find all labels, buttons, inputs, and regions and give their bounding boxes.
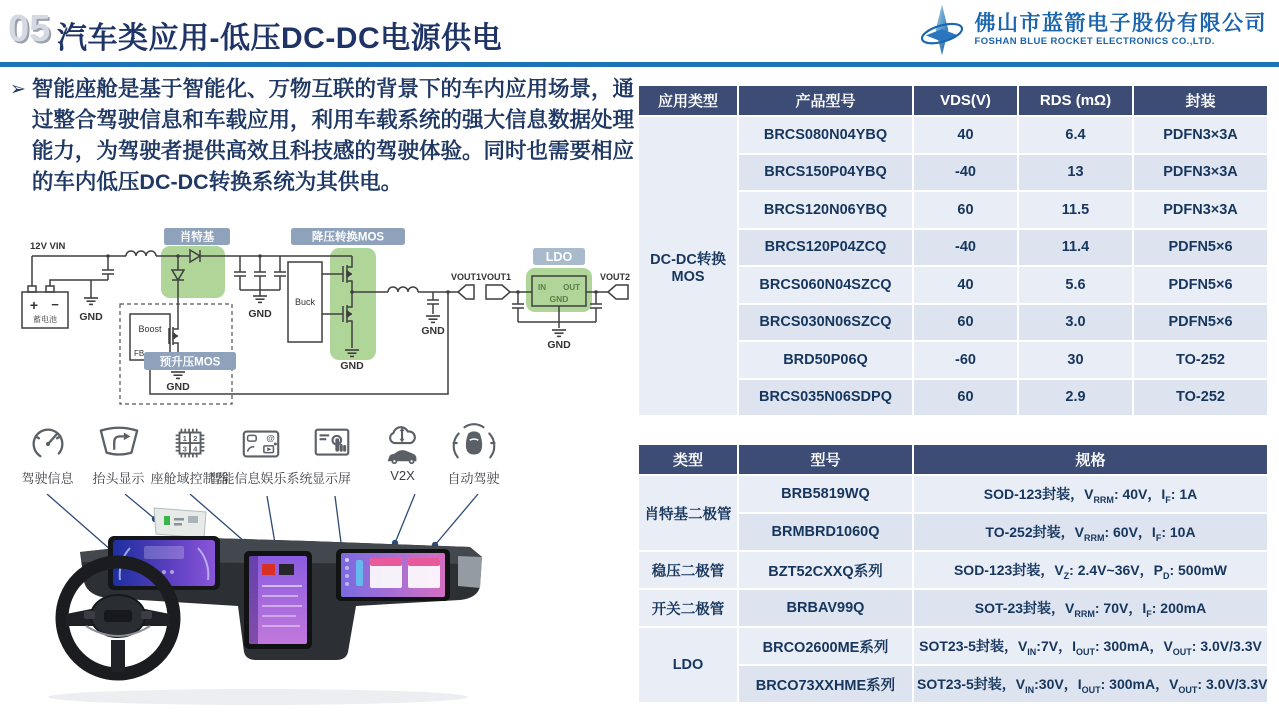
feature-infotainment (208, 422, 313, 487)
rocket-logo-icon (915, 3, 969, 57)
model-cell: BZT52CXXQ系列 (738, 551, 913, 589)
feature-hud (83, 422, 154, 487)
vds-cell: 60 (913, 304, 1018, 342)
circuit-diagram (8, 226, 630, 422)
part-number-cell: BRCS120N06YBQ (738, 191, 913, 229)
model-cell: BRMBRD1060Q (738, 513, 913, 551)
company-name-en: FOSHAN BLUE ROCKET ELECTRONICS CO.,LTD. (974, 36, 1215, 48)
svg-text:OUT: OUT (563, 283, 580, 292)
part-number-cell: BRCS120P04ZCQ (738, 229, 913, 267)
column-header: 型号 (738, 444, 913, 475)
table-row (638, 475, 1268, 513)
feature-label: 座舱域控制器 (150, 471, 229, 486)
model-cell: BRCO73XXHME系列 (738, 665, 913, 703)
application-type-cell: DC-DC转换MOS (638, 116, 738, 416)
vds-cell: -40 (913, 229, 1018, 267)
svg-text:蓄电池: 蓄电池 (33, 315, 57, 324)
vds-cell: 60 (913, 379, 1018, 417)
svg-text:GND: GND (248, 308, 272, 320)
v2x-icon (380, 422, 426, 466)
gauge-icon (25, 422, 71, 466)
feature-label: 自动驾驶 (447, 471, 500, 486)
package-cell: TO-252 (1133, 379, 1268, 417)
leader-line (125, 494, 155, 519)
svg-text:GND: GND (549, 294, 569, 304)
mos-table-header-row (638, 85, 1268, 116)
feature-autonomous (438, 422, 509, 487)
feature-label: 抬头显示 (92, 471, 145, 486)
rds-cell: 11.4 (1018, 229, 1133, 267)
part-number-cell: BRCS030N06SZCQ (738, 304, 913, 342)
dashboard-right-vent (458, 556, 482, 588)
column-header: 类型 (638, 444, 738, 475)
slide-number: 05 (8, 8, 51, 50)
component-type-cell: 开关二极管 (638, 589, 738, 627)
package-cell: PDFN3×3A (1133, 116, 1268, 154)
part-number-cell: BRD50P06Q (738, 341, 913, 379)
svg-text:4: 4 (192, 444, 197, 454)
page-title: 汽车类应用-低压DC-DC电源供电 (57, 22, 503, 55)
spec-cell: TO-252封装，$V_{RRM}$: 60V，$I_F$: 10A (913, 513, 1268, 551)
part-number-cell: BRCS150P04YBQ (738, 154, 913, 192)
company-name-cn: 佛山市蓝箭电子股份有限公司 (974, 11, 1267, 35)
svg-text:GND: GND (340, 360, 364, 372)
svg-text:+: + (29, 297, 39, 313)
spec-cell: SOD-123封装，$V_Z$: 2.4V~36V，$P_D$: 500mW (913, 551, 1268, 589)
ldo-badge: LDO (545, 250, 573, 264)
vds-cell: -60 (913, 341, 1018, 379)
table-row (638, 627, 1268, 665)
rds-cell: 5.6 (1018, 266, 1133, 304)
floor-shadow (48, 689, 468, 705)
passenger-screen (336, 549, 450, 601)
spec-cell: SOT-23封装，$V_{RRM}$: 70V，$I_F$: 200mA (913, 589, 1268, 627)
feature-icons-row (12, 422, 509, 487)
center-console-screen (244, 551, 312, 649)
rds-cell: 3.0 (1018, 304, 1133, 342)
spec-cell: SOT23-5封装，$V_{IN}:7V$，$I_{OUT}$: 300mA，$V_{OUT}$: 3.0V/3.3V (913, 627, 1268, 665)
column-header: VDS(V) (913, 85, 1018, 116)
package-cell: PDFN5×6 (1133, 229, 1268, 267)
display-icon (309, 422, 355, 466)
feature-label: 驾驶信息 (21, 471, 74, 486)
package-cell: PDFN3×3A (1133, 191, 1268, 229)
column-header: 应用类型 (638, 85, 738, 116)
company-logo (915, 3, 1268, 57)
svg-text:Buck: Buck (294, 297, 316, 307)
svg-text:GND: GND (166, 381, 190, 393)
vds-cell: 40 (913, 266, 1018, 304)
leader-line (435, 494, 478, 545)
model-cell: BRCO2600ME系列 (738, 627, 913, 665)
rds-cell: 2.9 (1018, 379, 1133, 417)
bullet-arrow: ➢ (10, 79, 26, 100)
feature-label: 智能信息娱乐系统 (208, 471, 313, 486)
column-header: 产品型号 (738, 85, 913, 116)
schottky-highlight (161, 246, 225, 298)
part-number-cell: BRCS035N06SDPQ (738, 379, 913, 417)
diode-table (637, 443, 1269, 704)
package-cell: PDFN5×6 (1133, 266, 1268, 304)
svg-text:GND: GND (79, 311, 103, 323)
header-accent-line (0, 62, 1279, 67)
svg-text:GND: GND (421, 325, 445, 337)
intro-block (10, 74, 634, 198)
feature-label: V2X (390, 468, 415, 483)
header (0, 0, 1279, 62)
package-cell: PDFN5×6 (1133, 304, 1268, 342)
leader-line (395, 494, 415, 543)
buck-mos-highlight (330, 248, 376, 360)
feature-v2x (367, 422, 438, 487)
column-header: 规格 (913, 444, 1268, 475)
package-cell: TO-252 (1133, 341, 1268, 379)
vds-cell: -40 (913, 154, 1018, 192)
rds-cell: 6.4 (1018, 116, 1133, 154)
svg-text:1: 1 (182, 434, 187, 444)
svg-text:VOUT1: VOUT1 (450, 272, 482, 282)
component-type-cell: 稳压二极管 (638, 551, 738, 589)
model-cell: BRBAV99Q (738, 589, 913, 627)
buck-mos-badge: 降压转换MOS (311, 231, 385, 244)
domain-controller-icon (167, 422, 213, 466)
rds-cell: 13 (1018, 154, 1133, 192)
part-number-cell: BRCS060N04SZCQ (738, 266, 913, 304)
rds-cell: 11.5 (1018, 191, 1133, 229)
component-type-cell: 肖特基二极管 (638, 475, 738, 551)
svg-text:@: @ (265, 433, 275, 444)
feature-label: 显示屏 (311, 471, 351, 486)
spec-cell: SOD-123封装，$V_{RRM}$: 40V，$I_F$: 1A (913, 475, 1268, 513)
svg-text:FB: FB (134, 349, 145, 358)
mos-table (637, 84, 1269, 417)
svg-text:3: 3 (182, 444, 187, 454)
table-row (638, 551, 1268, 589)
vds-cell: 60 (913, 191, 1018, 229)
part-number-cell: BRCS080N04YBQ (738, 116, 913, 154)
column-header: RDS (mΩ) (1018, 85, 1133, 116)
dashboard-illustration (8, 494, 628, 712)
feature-display (296, 422, 367, 487)
rds-cell: 30 (1018, 341, 1133, 379)
svg-text:Boost: Boost (138, 324, 162, 334)
table-row (638, 116, 1268, 154)
column-header: 封装 (1133, 85, 1268, 116)
component-type-cell: LDO (638, 627, 738, 703)
svg-text:GND: GND (547, 339, 571, 351)
svg-text:VOUT1: VOUT1 (480, 272, 512, 282)
svg-text:12V VIN: 12V VIN (30, 241, 66, 252)
svg-text:VOUT2: VOUT2 (599, 272, 630, 282)
diode-table-header-row (638, 444, 1268, 475)
schottky-badge: 肖特基 (179, 231, 215, 244)
preboost-mos-badge: 预升压MOS (159, 356, 221, 369)
svg-text:−: − (51, 297, 59, 312)
svg-text:2: 2 (192, 434, 197, 444)
autonomous-driving-icon (451, 422, 497, 466)
table-row (638, 589, 1268, 627)
package-cell: PDFN3×3A (1133, 154, 1268, 192)
spec-cell: SOT23-5封装，$V_{IN}:30V$，$I_{OUT}$: 300mA，$V_{OUT}$: 3.0V/3.3V (913, 665, 1268, 703)
model-cell: BRB5819WQ (738, 475, 913, 513)
svg-text:IN: IN (538, 283, 546, 292)
vds-cell: 40 (913, 116, 1018, 154)
hud-icon (96, 422, 142, 466)
intro-text: 智能座舱是基于智能化、万物互联的背景下的车内应用场景，通过整合驾驶信息和车载应用，利用车载系统的强大信息数据处理能力，为驾驶者提供高效且科技感的驾驶体验。同时也需要相应的车内低压DC-DC转换系统为其供电。 (31, 77, 634, 194)
feature-driving-info (12, 422, 83, 487)
infotainment-icon (238, 422, 284, 466)
